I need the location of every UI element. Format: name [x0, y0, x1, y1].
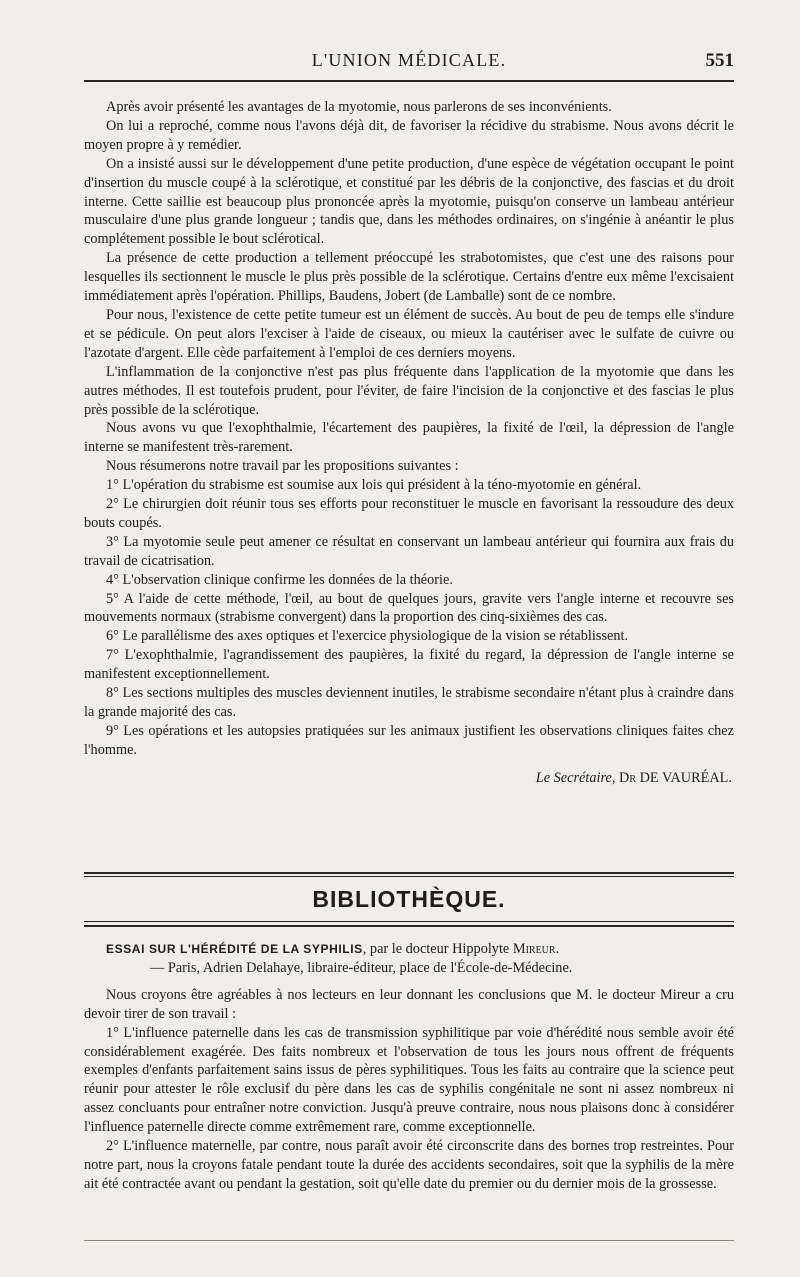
bottom-rule: [84, 1240, 734, 1241]
proposition: 1° L'opération du strabisme est soumise aux lois qui président à la téno-myotomie en général.: [106, 477, 642, 494]
signature-role: Le Secrétaire,: [535, 769, 616, 786]
proposition: 9° Les opérations et les autopsies pratiquées sur les animaux justifient les observations cliniques faites chez l'homme.: [84, 722, 734, 758]
section-rule-top-thin: [84, 876, 734, 877]
section-rule-top: [84, 872, 734, 874]
author-prefix: , par le docteur Hippolyte: [362, 941, 510, 957]
proposition: 8° Les sections multiples des muscles deviennent inutiles, le strabisme secondaire n'étant plus à craindre dans la grande majorité des cas.: [84, 685, 734, 720]
paragraph: On a insisté aussi sur le développement d'une petite production, d'une espèce de végétation occupant le point d'insertion du muscle coupé à la sclérotique, et constitué par les débris de la conjonctive, des fascias et du droit interne. Cette saillie est beaucoup plus prononcée après la myotomie, puisqu'on conserve un lambeau antérieur musculaire d'une plus grande longueur ; tandis que, dans les méthodes ordinaires, on s'ingénie à anéantir le plus complétement possible le bout sclérotical.: [84, 155, 734, 248]
header-rule: [84, 80, 734, 82]
section-title: BIBLIOTHÈQUE.: [312, 886, 506, 912]
proposition: 7° L'exophthalmie, l'agrandissement des paupières, la fixité du regard, la dépression de l'angle interne se manifestent exceptionnellement.: [84, 647, 734, 683]
journal-title: L'UNION MÉDICALE.: [311, 50, 507, 70]
book-title: ESSAI SUR L'HÉRÉDITÉ DE LA SYPHILIS: [106, 942, 363, 956]
proposition: 2° Le chirurgien doit réunir tous ses efforts pour reconstituer le muscle en favorisant la ressoudure des deux bouts coupés.: [84, 496, 734, 531]
section-rule-bottom-thin: [84, 921, 734, 922]
paragraph: L'inflammation de la conjonctive n'est pas plus fréquente dans l'application de la myotomie que dans les autres méthodes. Il est toutefois prudent, pour l'éviter, de faire l'incision de la conjonctive et des fascias le plus près possible de la sclérotique.: [84, 363, 734, 418]
proposition: 5° A l'aide de cette méthode, l'œil, au bout de quelques jours, gravite vers l'angle interne et recouvre ses mouvements normaux (strabisme convergent) dans la proportion des cinq-sixièmes des cas.: [84, 590, 734, 626]
signature-name: Dr DE VAURÉAL.: [619, 769, 732, 786]
signature: [84, 769, 734, 788]
paragraph: 2° L'influence maternelle, par contre, nous paraît avoir été circonscrite dans des bornes trop restreintes. Pour notre part, nous la croyons fatale pendant toute la durée des accidents secondaires, soit que la syphilis de la mère ait été contractée avant ou pendant la gestation, soit qu'elle date du premier ou du dernier mois de la grossesse.: [84, 1138, 734, 1192]
bibliography-entry: [84, 940, 734, 978]
paragraph: Nous avons vu que l'exophthalmie, l'écartement des paupières, la fixité de l'œil, la dépression de l'angle interne se manifestent très-rarement.: [84, 420, 734, 456]
paragraph: Après avoir présenté les avantages de la myotomie, nous parlerons de ses inconvénients.: [106, 99, 612, 115]
paragraph: On lui a reproché, comme nous l'avons déjà dit, de favoriser la récidive du strabisme. Nous avons décrit le moyen propre à y remédier.: [84, 117, 734, 153]
paragraph: Pour nous, l'existence de cette petite tumeur est un élément de succès. Au bout de peu de temps elle s'indure et se pédicule. On peut alors l'exciser à l'aide de ciseaux, ou mieux la cautériser avec le sulfate de cuivre ou l'azotate d'argent. Elle cède parfaitement à l'emploi de ces derniers moyens.: [84, 306, 734, 361]
author-name: Mireur.: [512, 941, 560, 957]
paragraph: Nous résumerons notre travail par les propositions suivantes :: [106, 458, 459, 475]
page-number: 551: [705, 50, 734, 71]
proposition: 6° Le parallélisme des axes optiques et l'exercice physiologique de la vision se rétablissent.: [106, 628, 629, 645]
section-rule-bottom: [84, 925, 734, 927]
running-head: [84, 46, 734, 76]
publisher-line: — Paris, Adrien Delahaye, libraire-éditeur, place de l'École-de-Médecine.: [150, 959, 573, 976]
paragraph: 1° L'influence paternelle dans les cas de transmission syphilitique par voie d'hérédité nous semble avoir été considérablement exagérée. Des faits nombreux et l'observation de tous les jours nous offrent de fréquents exemples d'enfants parfaitement sains issus de pères syphilitiques. Tous les faits au contraire que la science peut réunir pour attester le rôle exclusif du père dans les cas de syphilis congénitale ne sont ni assez nombreux ni assez concluants pour entraîner notre conviction. Jusqu'à preuve contraire, nous nous plaisons donc à considérer l'influence paternelle directe comme extrêmement rare, comme exceptionnelle.: [84, 1024, 734, 1136]
paragraph: Nous croyons être agréables à nos lecteurs en leur donnant les conclusions que M. le docteur Mireur a cru devoir tirer de son travail :: [84, 986, 734, 1022]
review-body: [84, 940, 734, 1194]
proposition: 4° L'observation clinique confirme les données de la théorie.: [106, 571, 453, 588]
article-body: [84, 98, 734, 788]
paragraph: La présence de cette production a tellement préoccupé les strabotomistes, que c'est une des raisons pour lesquelles ils sectionnent le muscle le plus près possible de la sclérotique. Certains d'entre eux même l'excisaient immédiatement après l'opération. Phillips, Baudens, Jobert (de Lamballe) sont de ce nombre.: [84, 250, 734, 305]
proposition: 3° La myotomie seule peut amener ce résultat en conservant un lambeau antérieur qui fournira aux frais du travail de cicatrisation.: [84, 533, 734, 569]
